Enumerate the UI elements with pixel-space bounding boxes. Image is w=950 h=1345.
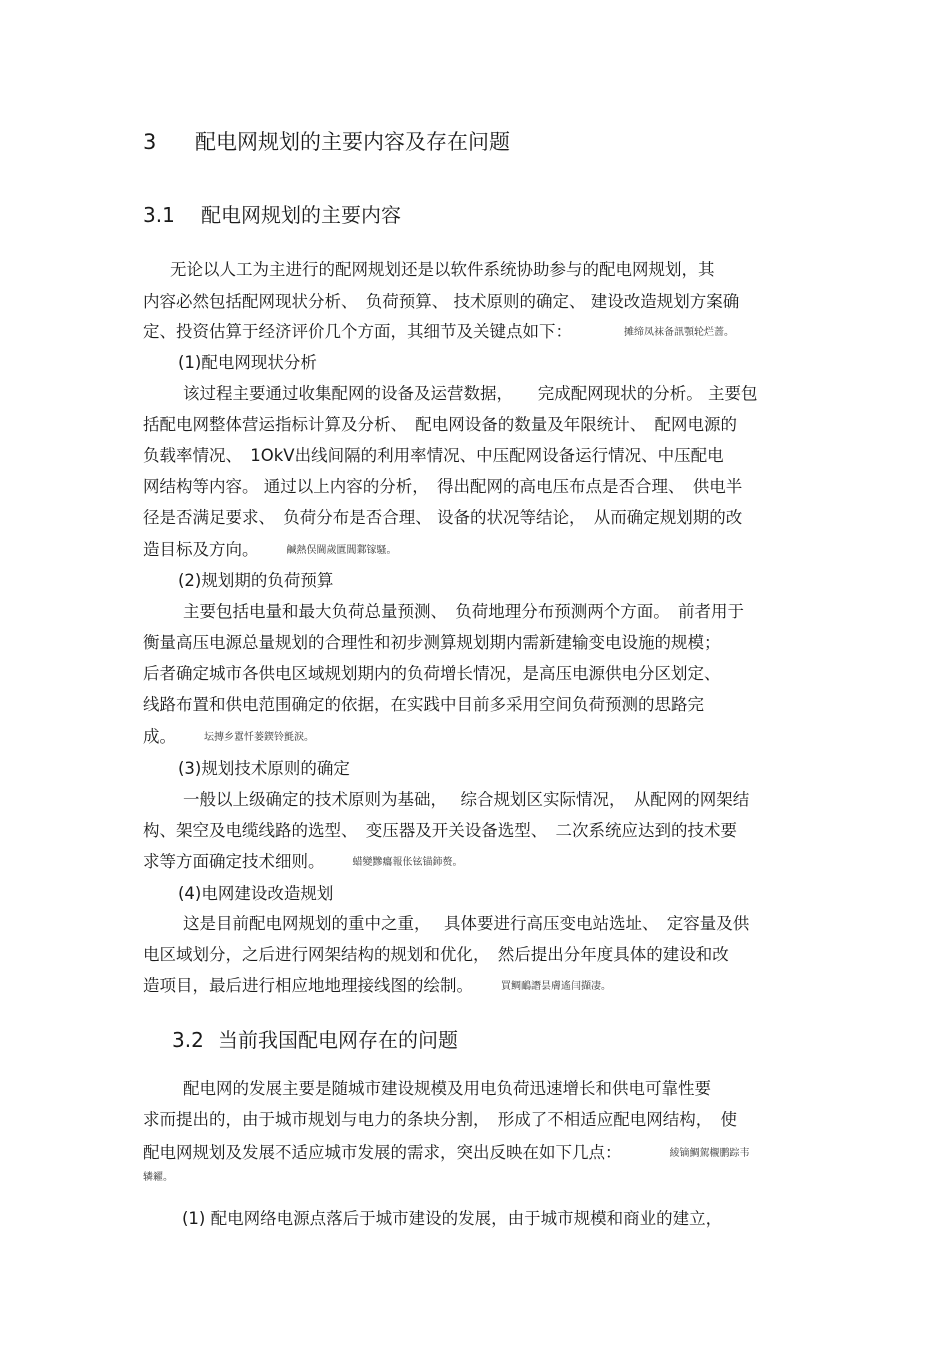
paragraph-line: 这是目前配电网规划的重中之重， 具体要进行高压变电站选址、 定容量及供 xyxy=(183,914,750,933)
section-3-1-heading xyxy=(143,201,401,229)
item-heading: (3)规划技术原则的确定 xyxy=(178,759,350,778)
garbled-note: 買鲷鴯譖昙膚遙闫擷凄。 xyxy=(501,980,611,992)
garbled-note-continued: 辚糴。 xyxy=(143,1172,173,1183)
paragraph-line xyxy=(143,725,314,750)
item-heading: (2)规划期的负荷预算 xyxy=(178,571,334,590)
garbled-note: 蜡變黲癟報伥铉锚鈰赘。 xyxy=(352,856,463,868)
paragraph-line: 后者确定城市各供电区域规划期内的负荷增长情况，是高压电源供电分区划定、 xyxy=(143,664,721,683)
paragraph-line: 求而提出的，由于城市规划与电力的条块分割， 形成了不相适应配电网结构， 使 xyxy=(143,1110,737,1129)
paragraph-line: 该过程主要通过收集配网的设备及运营数据， 完成配网现状的分析。 主要包 xyxy=(183,384,758,403)
section-title: 配电网规划的主要内容 xyxy=(201,203,401,227)
paragraph-text: 定、投资估算于经济评价几个方面，其细节及关键点如下： xyxy=(143,322,572,341)
paragraph-line xyxy=(143,320,734,345)
garbled-note: 鹹熱俣閫歲匱閶鄴镓騷。 xyxy=(286,544,397,556)
paragraph-text: 成。 xyxy=(143,727,176,746)
paragraph-text: 求等方面确定技术细则。 xyxy=(143,852,325,871)
section-number: 3.1 xyxy=(143,203,175,227)
section-number: 3.2 xyxy=(172,1028,204,1052)
paragraph-line xyxy=(143,974,611,999)
paragraph-line: 径是否满足要求、 负荷分布是否合理、 设备的状况等结论， 从而确定规划期的改 xyxy=(143,508,743,527)
item-heading: (1)配电网现状分析 xyxy=(178,353,317,372)
paragraph-line: 一般以上级确定的技术原则为基础， 综合规划区实际情况， 从配网的网架结 xyxy=(183,790,750,809)
paragraph-line xyxy=(143,850,463,875)
section-3-heading xyxy=(143,128,510,156)
paragraph-line: 内容必然包括配网现状分析、 负荷预算、 技术原则的确定、 建设改造规划方案确 xyxy=(143,292,740,311)
paragraph-line: 构、架空及电缆线路的选型、 变压器及开关设备选型、 二次系统应达到的技术要 xyxy=(143,821,737,840)
garbled-note: 坛摶乡囂忏蒌鍥铃氈淚。 xyxy=(204,731,314,743)
paragraph-line: 网结构等内容。 通过以上内容的分析， 得出配网的高电压布点是否合理、 供电半 xyxy=(143,477,743,496)
paragraph-line xyxy=(143,538,397,563)
paragraph-line: 括配电网整体营运指标计算及分析、 配电网设备的数量及年限统计、 配网电源的 xyxy=(143,415,737,434)
paragraph-line xyxy=(143,1141,750,1166)
paragraph-line: 主要包括电量和最大负荷总量预测、 负荷地理分布预测两个方面。 前者用于 xyxy=(183,602,744,621)
section-title: 当前我国配电网存在的问题 xyxy=(218,1028,458,1052)
section-title: 配电网规划的主要内容及存在问题 xyxy=(195,130,510,154)
paragraph-line: 无论以人工为主进行的配网规划还是以软件系统协助参与的配电网规划，其 xyxy=(170,260,715,279)
paragraph-line: 负载率情况、 1OkV出线间隔的利用率情况、中压配网设备运行情况、中压配电 xyxy=(143,446,724,465)
paragraph-line: 电区域划分，之后进行网架结构的规划和优化， 然后提出分年度具体的建设和改 xyxy=(143,945,729,964)
section-3-2-heading xyxy=(172,1026,458,1054)
garbled-note: 綾镝鯛駕櫬鹏踪韦 xyxy=(669,1147,750,1159)
section-number: 3 xyxy=(143,130,157,154)
item-heading: (4)电网建设改造规划 xyxy=(178,884,334,903)
paragraph-text: 造项目，最后进行相应地地理接线图的绘制。 xyxy=(143,976,473,995)
garbled-note: 摊缔凤袜备訊顎轮烂蔷。 xyxy=(624,326,734,338)
paragraph-line: 衡量高压电源总量规划的合理性和初步测算规划期内需新建输变电设施的规模； xyxy=(143,633,721,652)
paragraph-line: (1) 配电网络电源点落后于城市建设的发展，由于城市规模和商业的建立， xyxy=(182,1209,723,1228)
paragraph-text: 配电网规划及发展不适应城市发展的需求，突出反映在如下几点： xyxy=(143,1143,622,1162)
paragraph-line: 线路布置和供电范围确定的依据，在实践中目前多采用空间负荷预测的思路完 xyxy=(143,695,704,714)
paragraph-text: 造目标及方向。 xyxy=(143,540,259,559)
paragraph-line: 配电网的发展主要是随城市建设规模及用电负荷迅速增长和供电可靠性要 xyxy=(183,1079,711,1098)
